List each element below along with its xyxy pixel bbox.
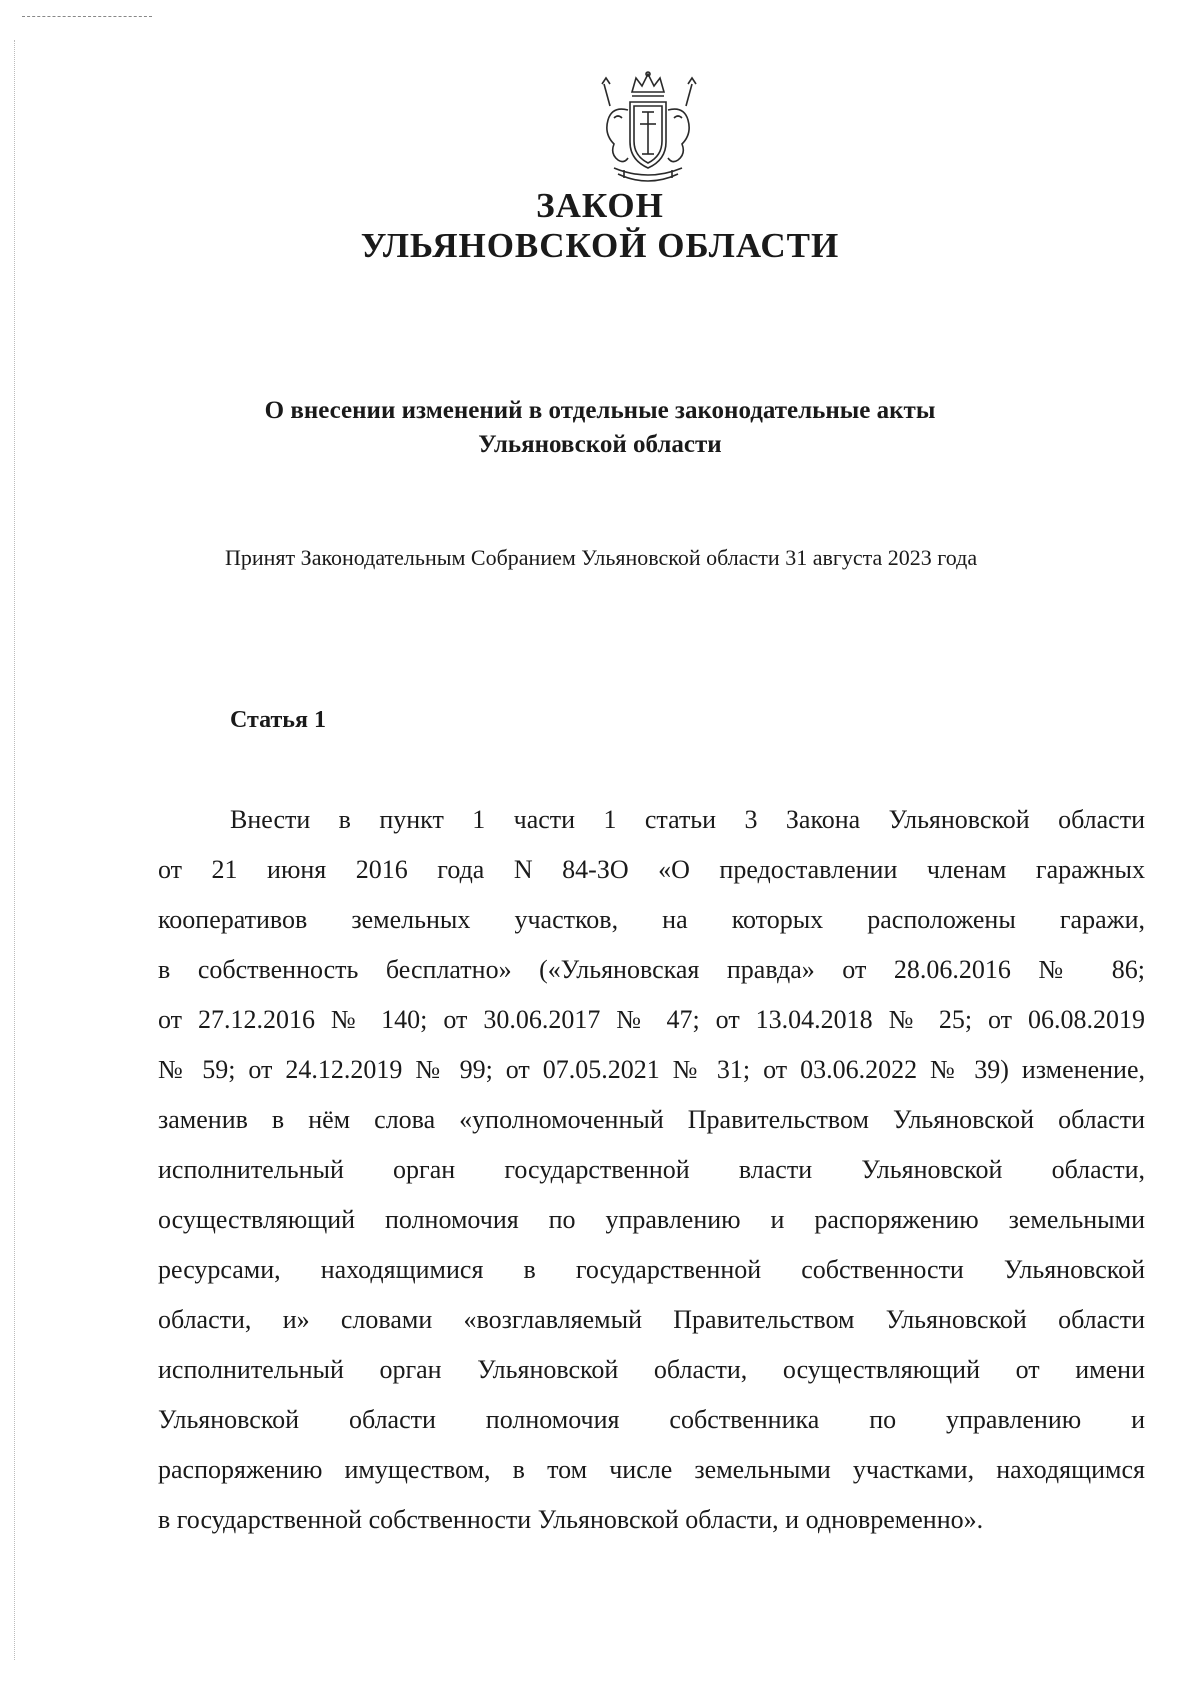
article-line: № 59; от 24.12.2019 № 99; от 07.05.2021 № 31; от 03.06.2022 № 39) изменение,: [158, 1055, 1145, 1084]
article-line: исполнительный орган Ульяновской области, осуществляющий от имени: [158, 1355, 1145, 1384]
law-title-line-1: ЗАКОН: [536, 186, 664, 225]
law-title: [0, 186, 1200, 266]
article-line: распоряжению имуществом, в том числе земельными участками, находящимся: [158, 1455, 1145, 1484]
scan-artifact-left-edge: [14, 40, 15, 1660]
article-line: в государственной собственности Ульяновской области, и одновременно».: [158, 1505, 984, 1534]
scan-artifact-top: [22, 16, 152, 17]
coat-of-arms-icon: [588, 70, 708, 190]
adoption-note: Принят Законодательным Собранием Ульяновской области 31 августа 2023 года: [225, 545, 978, 570]
law-title-line-2: УЛЬЯНОВСКОЙ ОБЛАСТИ: [360, 226, 840, 265]
article-line: в собственность бесплатно» («Ульяновская правда» от 28.06.2016 № 86;: [158, 955, 1145, 984]
article-line: от 21 июня 2016 года N 84-ЗО «О предоставлении членам гаражных: [158, 855, 1145, 884]
article-line: области, и» словами «возглавляемый Правительством Ульяновской области: [158, 1305, 1145, 1334]
article-line: от 27.12.2016 № 140; от 30.06.2017 № 47; от 13.04.2018 № 25; от 06.08.2019: [158, 1005, 1145, 1034]
article-line: заменив в нём слова «уполномоченный Правительством Ульяновской области: [158, 1105, 1145, 1134]
article-line: осуществляющий полномочия по управлению и распоряжению земельными: [158, 1205, 1145, 1234]
law-subject-line-2: Ульяновской области: [478, 431, 722, 458]
article-heading: Статья 1: [230, 707, 326, 733]
article-line: кооперативов земельных участков, на которых расположены гаражи,: [158, 905, 1145, 934]
law-subject-line-1: О внесении изменений в отдельные законодательные акты: [264, 397, 936, 424]
article-line: Внести в пункт 1 части 1 статьи 3 Закона Ульяновской области: [230, 805, 1145, 834]
article-line: Ульяновской области полномочия собственника по управлению и: [158, 1405, 1145, 1434]
article-body: [158, 795, 1145, 1545]
law-subject: [0, 394, 1200, 462]
article-line: исполнительный орган государственной власти Ульяновской области,: [158, 1155, 1145, 1184]
article-line: ресурсами, находящимися в государственной собственности Ульяновской: [158, 1255, 1145, 1284]
